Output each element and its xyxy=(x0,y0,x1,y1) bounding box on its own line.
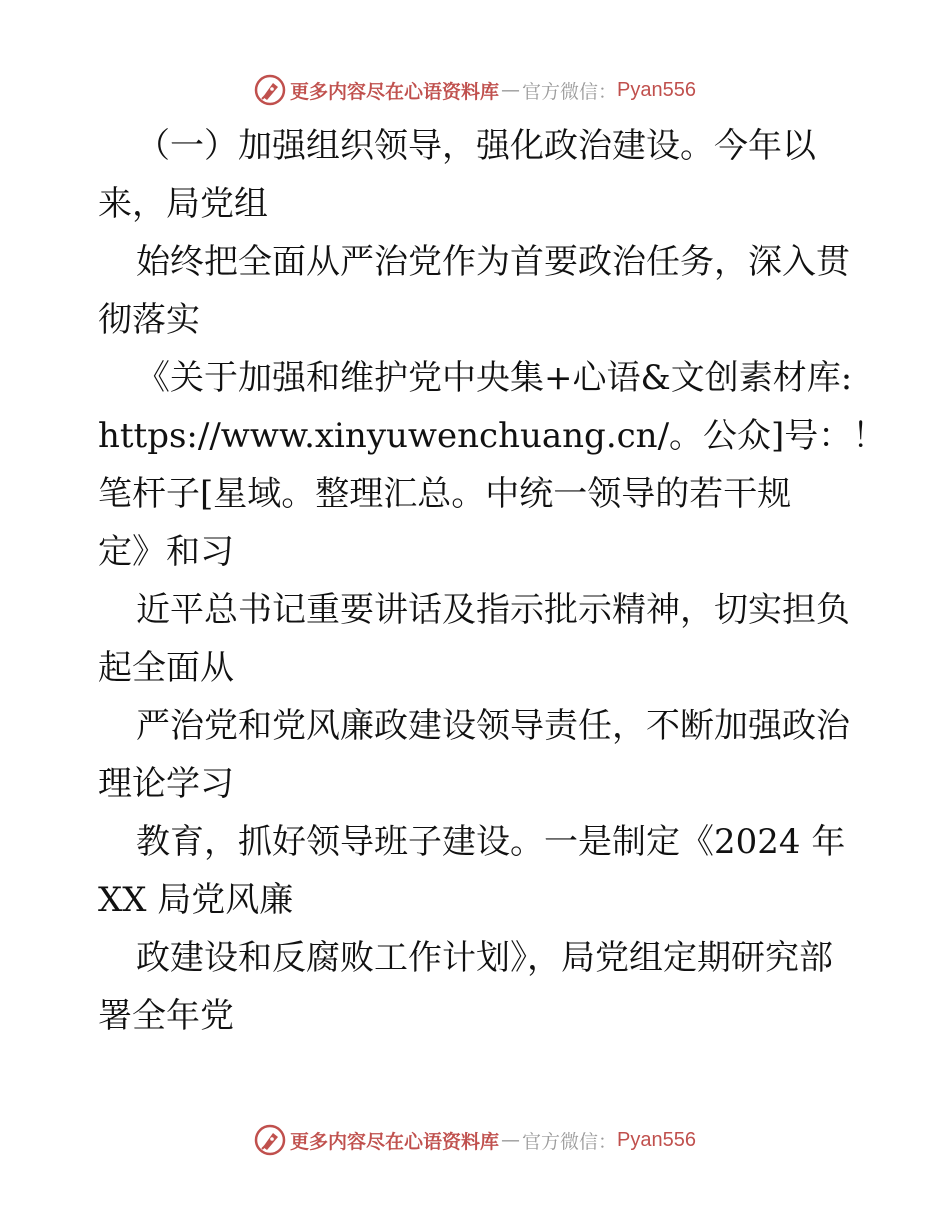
watermark-wechat-id: Pyan556 xyxy=(617,78,696,101)
watermark-wechat-label: 官方微信： xyxy=(522,80,618,103)
watermark-separator: — xyxy=(501,1129,521,1151)
text-line: 近平总书记重要讲话及指示批示精神，切实担负 xyxy=(136,590,850,630)
watermark-text: 更多内容尽在心语资料库 xyxy=(290,1130,500,1153)
text-line: 来，局党组 xyxy=(98,184,268,224)
watermark-wechat-id: Pyan556 xyxy=(617,1128,696,1151)
text-line: https://www.xinyuwenchuang.cn/。公众]号：！ xyxy=(98,416,887,456)
text-line: 定》和习 xyxy=(98,532,234,572)
text-line: 教育，抓好领导班子建设。一是制定《2024 年 xyxy=(136,822,846,862)
text-line: 理论学习 xyxy=(98,764,234,804)
watermark-separator: — xyxy=(501,79,521,101)
text-line: 政建设和反腐败工作计划》，局党组定期研究部 xyxy=(136,938,833,978)
text-line: 署全年党 xyxy=(98,996,234,1036)
pen-nib-logo-icon xyxy=(254,1124,286,1156)
text-line: 《关于加强和维护党中央集+心语&文创素材库: xyxy=(136,358,853,398)
text-line: 起全面从 xyxy=(98,648,234,688)
text-line: 笔杆子[星域。整理汇总。中统一领导的若干规 xyxy=(98,474,792,514)
watermark-text: 更多内容尽在心语资料库 xyxy=(290,80,500,103)
text-line: XX 局党风廉 xyxy=(98,880,294,920)
text-line: （一）加强组织领导，强化政治建设。今年以 xyxy=(136,126,816,166)
pen-nib-logo-icon xyxy=(254,74,286,106)
watermark-wechat-label: 官方微信： xyxy=(522,1130,618,1153)
header-watermark xyxy=(0,70,950,110)
text-line: 彻落实 xyxy=(98,300,200,340)
text-line: 严治党和党风廉政建设领导责任，不断加强政治 xyxy=(136,706,850,746)
document-body xyxy=(98,117,887,1045)
footer-watermark xyxy=(0,1120,950,1160)
text-line: 始终把全面从严治党作为首要政治任务，深入贯 xyxy=(136,242,850,282)
